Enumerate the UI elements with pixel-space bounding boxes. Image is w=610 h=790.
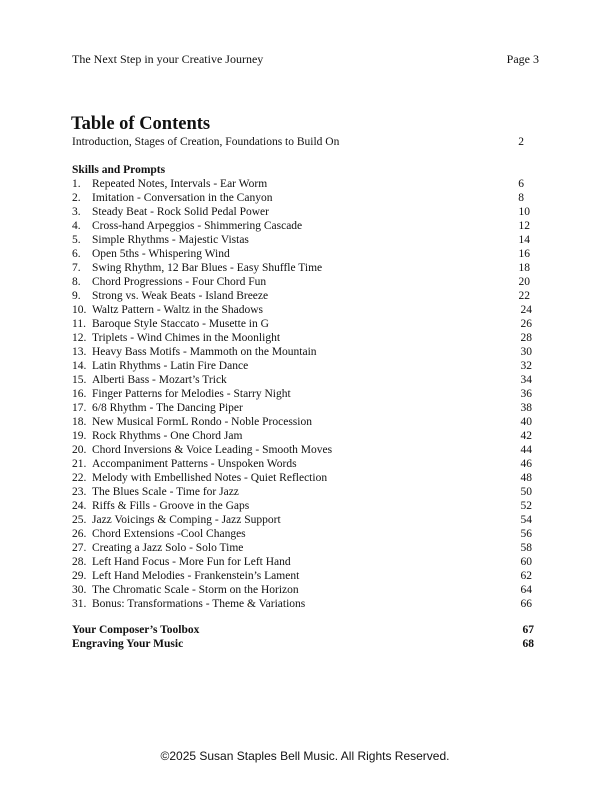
toc-item-number: 2. bbox=[72, 192, 81, 204]
toc-item-number: 21. bbox=[72, 458, 87, 470]
toc-item-number: 1. bbox=[72, 178, 81, 190]
toc-item-label: Simple Rhythms - Majestic Vistas bbox=[92, 234, 249, 246]
toc-item-number: 3. bbox=[72, 206, 81, 218]
toc-item-page: 30 bbox=[520, 346, 532, 358]
toc-item-page: 54 bbox=[520, 514, 532, 526]
toc-item-row bbox=[72, 415, 534, 429]
toc-toolbox-label: Your Composer’s Toolbox bbox=[72, 624, 200, 636]
toc-item-page: 22 bbox=[518, 290, 530, 302]
toc-title: Table of Contents bbox=[71, 114, 211, 134]
skills-heading: Skills and Prompts bbox=[72, 164, 166, 176]
toc-item-page: 16 bbox=[518, 248, 530, 260]
toc-item-label: Creating a Jazz Solo - Solo Time bbox=[92, 542, 244, 554]
toc-item-page: 38 bbox=[520, 402, 532, 414]
header-title: The Next Step in your Creative Journey bbox=[72, 52, 264, 66]
toc-intro-row bbox=[72, 135, 534, 149]
toc-item-number: 19. bbox=[72, 430, 87, 442]
toc-item-number: 8. bbox=[72, 276, 81, 288]
toc-item-page: 64 bbox=[520, 584, 532, 596]
toc-intro-label: Introduction, Stages of Creation, Foundations to Build On bbox=[72, 136, 340, 148]
toc-item-row bbox=[72, 275, 534, 289]
toc-item-row bbox=[72, 527, 534, 541]
toc-item-row bbox=[72, 597, 534, 611]
toc-item-label: Open 5ths - Whispering Wind bbox=[92, 248, 230, 260]
toc-item-label: Cross-hand Arpeggios - Shimmering Cascade bbox=[92, 220, 303, 232]
toc-toolbox-page: 67 bbox=[522, 624, 534, 636]
toc-item-row bbox=[72, 177, 534, 191]
toc-item-row bbox=[72, 583, 534, 597]
toc-item-number: 6. bbox=[72, 248, 81, 260]
toc-item-page: 42 bbox=[520, 430, 532, 442]
toc-item-number: 15. bbox=[72, 374, 87, 386]
toc-item-label: 6/8 Rhythm - The Dancing Piper bbox=[92, 402, 243, 414]
toc-item-row bbox=[72, 443, 534, 457]
toc-item-number: 18. bbox=[72, 416, 87, 428]
toc-item-row bbox=[72, 499, 534, 513]
toc-item-row bbox=[72, 457, 534, 471]
toc-item-label: Rock Rhythms - One Chord Jam bbox=[92, 430, 243, 442]
toc-item-number: 31. bbox=[72, 598, 87, 610]
toc-item-number: 9. bbox=[72, 290, 81, 302]
toc-item-label: Melody with Embellished Notes - Quiet Reflection bbox=[92, 472, 328, 484]
toc-item-label: Left Hand Melodies - Frankenstein’s Lament bbox=[92, 570, 300, 582]
toc-item-row bbox=[72, 471, 534, 485]
toc-item-row bbox=[72, 317, 534, 331]
toc-item-page: 46 bbox=[520, 458, 532, 470]
toc-item-row bbox=[72, 331, 534, 345]
toc-item-number: 23. bbox=[72, 486, 87, 498]
toc-item-row bbox=[72, 569, 534, 583]
toc-item-number: 26. bbox=[72, 528, 87, 540]
toc-item-label: Chord Inversions & Voice Leading - Smooth Moves bbox=[92, 444, 333, 456]
toc-item-row bbox=[72, 429, 534, 443]
toc-item-page: 28 bbox=[520, 332, 532, 344]
toc-item-label: Strong vs. Weak Beats - Island Breeze bbox=[92, 290, 269, 302]
toc-item-row bbox=[72, 401, 534, 415]
toc-item-number: 17. bbox=[72, 402, 87, 414]
toc-item-page: 60 bbox=[520, 556, 532, 568]
toc-item-label: Accompaniment Patterns - Unspoken Words bbox=[92, 458, 297, 470]
toc-item-label: Triplets - Wind Chimes in the Moonlight bbox=[92, 332, 281, 344]
toc-item-label: Imitation - Conversation in the Canyon bbox=[92, 192, 273, 204]
toc-item-page: 50 bbox=[520, 486, 532, 498]
toc-item-label: Baroque Style Staccato - Musette in G bbox=[92, 318, 269, 330]
toc-item-row bbox=[72, 345, 534, 359]
toc-item-number: 24. bbox=[72, 500, 87, 512]
toc-item-page: 20 bbox=[518, 276, 530, 288]
toc-item-number: 22. bbox=[72, 472, 87, 484]
toc-item-row bbox=[72, 205, 534, 219]
toc-item-row bbox=[72, 359, 534, 373]
toc-item-label: Bonus: Transformations - Theme & Variations bbox=[92, 598, 306, 610]
header-page-number: Page 3 bbox=[506, 52, 539, 66]
toc-item-page: 26 bbox=[520, 318, 532, 330]
toc-item-number: 11. bbox=[72, 318, 86, 330]
toc-item-label: Steady Beat - Rock Solid Pedal Power bbox=[92, 206, 269, 218]
toc-item-page: 14 bbox=[518, 234, 530, 246]
toc-item-row bbox=[72, 541, 534, 555]
copyright-footer: ©2025 Susan Staples Bell Music. All Rights Reserved. bbox=[160, 749, 450, 763]
toc-item-page: 34 bbox=[520, 374, 532, 386]
toc-item-row bbox=[72, 261, 534, 275]
page-header bbox=[72, 52, 539, 68]
toc-item-row bbox=[72, 303, 534, 317]
toc-toolbox-row bbox=[72, 623, 534, 637]
toc-item-page: 10 bbox=[518, 206, 530, 218]
toc-item-label: Latin Rhythms - Latin Fire Dance bbox=[92, 360, 249, 372]
toc-item-label: Swing Rhythm, 12 Bar Blues - Easy Shuffle Time bbox=[92, 262, 323, 274]
toc-item-number: 10. bbox=[72, 304, 87, 316]
toc-item-number: 16. bbox=[72, 388, 87, 400]
toc-item-page: 52 bbox=[520, 500, 532, 512]
toc-item-row bbox=[72, 289, 534, 303]
toc-item-label: The Chromatic Scale - Storm on the Horizon bbox=[92, 584, 299, 596]
toc-item-label: Jazz Voicings & Comping - Jazz Support bbox=[92, 514, 281, 526]
toc-item-page: 66 bbox=[520, 598, 532, 610]
toc-engraving-label: Engraving Your Music bbox=[72, 638, 184, 650]
toc-item-page: 58 bbox=[520, 542, 532, 554]
toc-item-row bbox=[72, 247, 534, 261]
toc-item-row bbox=[72, 233, 534, 247]
toc-item-number: 28. bbox=[72, 556, 87, 568]
toc-item-number: 27. bbox=[72, 542, 87, 554]
toc-item-label: The Blues Scale - Time for Jazz bbox=[92, 486, 239, 498]
toc-engraving-page: 68 bbox=[522, 638, 534, 650]
toc-item-page: 32 bbox=[520, 360, 532, 372]
toc-item-number: 5. bbox=[72, 234, 81, 246]
toc-item-number: 25. bbox=[72, 514, 87, 526]
toc-item-number: 4. bbox=[72, 220, 81, 232]
toc-item-page: 36 bbox=[520, 388, 532, 400]
toc-item-page: 62 bbox=[520, 570, 532, 582]
toc-item-label: Finger Patterns for Melodies - Starry Night bbox=[92, 388, 291, 400]
toc-item-number: 7. bbox=[72, 262, 81, 274]
toc-item-row bbox=[72, 191, 534, 205]
toc-item-number: 14. bbox=[72, 360, 87, 372]
toc-item-label: Alberti Bass - Mozart’s Trick bbox=[92, 374, 227, 386]
toc-item-number: 30. bbox=[72, 584, 87, 596]
toc-item-row bbox=[72, 387, 534, 401]
toc-item-number: 29. bbox=[72, 570, 87, 582]
toc-item-label: Left Hand Focus - More Fun for Left Hand bbox=[92, 556, 291, 568]
toc-item-page: 40 bbox=[520, 416, 532, 428]
toc-item-label: Repeated Notes, Intervals - Ear Worm bbox=[92, 178, 268, 190]
toc-item-row bbox=[72, 485, 534, 499]
toc-item-label: Chord Extensions -Cool Changes bbox=[92, 528, 246, 540]
toc-item-label: New Musical FormL Rondo - Noble Procession bbox=[92, 416, 312, 428]
toc-item-label: Riffs & Fills - Groove in the Gaps bbox=[92, 500, 250, 512]
toc-item-number: 12. bbox=[72, 332, 87, 344]
toc-item-row bbox=[72, 373, 534, 387]
toc-item-row bbox=[72, 219, 534, 233]
toc-item-page: 44 bbox=[520, 444, 532, 456]
toc-item-number: 13. bbox=[72, 346, 87, 358]
toc-engraving-row bbox=[72, 637, 534, 651]
toc-item-row bbox=[72, 555, 534, 569]
toc-item-label: Waltz Pattern - Waltz in the Shadows bbox=[92, 304, 264, 316]
toc-item-label: Chord Progressions - Four Chord Fun bbox=[92, 276, 267, 288]
toc-item-page: 56 bbox=[520, 528, 532, 540]
toc-intro-page: 2 bbox=[518, 136, 524, 148]
toc-item-page: 12 bbox=[518, 220, 530, 232]
toc-item-page: 48 bbox=[520, 472, 532, 484]
toc-item-label: Heavy Bass Motifs - Mammoth on the Mountain bbox=[92, 346, 317, 358]
toc-item-page: 24 bbox=[520, 304, 532, 316]
toc-item-page: 8 bbox=[518, 192, 524, 204]
toc-item-number: 20. bbox=[72, 444, 87, 456]
toc-item-page: 6 bbox=[518, 178, 524, 190]
toc-item-page: 18 bbox=[518, 262, 530, 274]
toc-item-row bbox=[72, 513, 534, 527]
